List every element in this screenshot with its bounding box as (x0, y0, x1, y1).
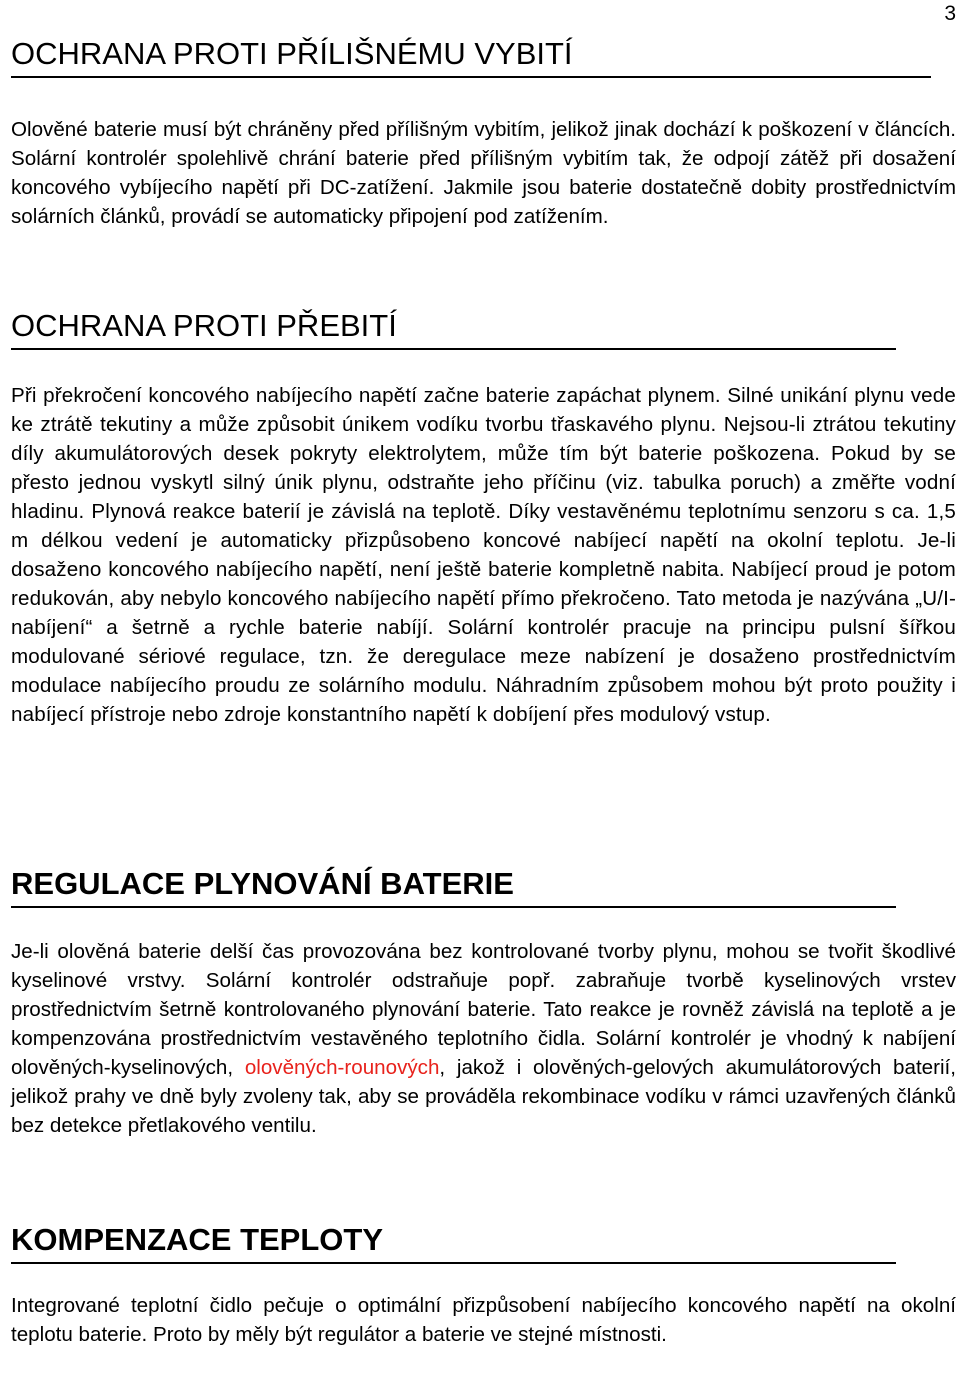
section-heading: KOMPENZACE TEPLOTY (11, 1222, 896, 1264)
page-number: 3 (944, 2, 956, 25)
highlighted-battery-type: olověných-rounových (244, 1056, 440, 1079)
section-paragraph: Olověné baterie musí být chráněny před přílišným vybitím, jelikož jinak dochází k poškození v článcích. Solární kontrolér spolehlivě chrání baterie před přílišným vybitím tak, že odpojí zátěž při dosažení koncového vybíjecího napětí při DC-zatížení. Jakmile jsou baterie dostatečně dobity prostřednictvím solárních článků, provádí se automaticky připojení pod zatížením. (11, 118, 956, 228)
paragraph-text-before: Je-li olověná baterie delší čas provozována bez kontrolované tvorby plynu, mohou se tvořit škodlivé kyselinové vrstvy. Solární kontrolér odstraňuje popř. zabraňuje tvorbě kyselinových vrstev prostřednictvím šetrně kontrolovaného plynování baterie. Tato reakce je rovněž závislá na teplotě a je kompenzována prostřednictvím vestavěného teplotního čidla. Solární kontrolér je vhodný k nabíjení olověných-kyselinových, (11, 940, 956, 1079)
section-battery-gassing-regulation (11, 866, 956, 1140)
section-paragraph: Integrované teplotní čidlo pečuje o optimální přizpůsobení nabíjecího koncového napětí na okolní teplotu baterie. Proto by měly být regulátor a baterie ve stejné místnosti. (11, 1294, 956, 1346)
section-overcharge-protection (11, 308, 956, 729)
section-heading: OCHRANA PROTI PŘEBITÍ (11, 308, 896, 350)
section-deep-discharge-protection (11, 36, 956, 231)
section-heading: REGULACE PLYNOVÁNÍ BATERIE (11, 866, 896, 908)
section-temperature-compensation (11, 1222, 956, 1349)
paragraph-text-after: , jakož i olověných-gelových akumulátorových baterií, jelikož prahy ve dně byly zvoleny tak, aby se prováděla rekombinace vodíku v rámci uzavřených článků bez detekce přetlakového ventilu. (11, 1056, 957, 1137)
section-heading: OCHRANA PROTI PŘÍLIŠNÉMU VYBITÍ (11, 36, 931, 78)
section-paragraph: Při překročení koncového nabíjecího napětí začne baterie zapáchat plynem. Silné unikání plynu vede ke ztrátě tekutiny a může způsobit únikem vodíku tvorbu třaskavého plynu. Nejsou-li ztrátou tekutiny díly akumulátorových desek pokryty elektrolytem, může tím být baterie poškozena. Pokud by se přesto jednou vyskytl silný únik plynu, odstraňte jeho příčinu (viz. tabulka poruch) a změřte vodní hladinu. Plynová reakce baterií je závislá na teplotě. Díky vestavěnému teplotnímu senzoru s ca. 1,5 m délkou vedení je automaticky přizpůsobeno koncové nabíjecí napětí na okolní teplotu. Je-li dosaženo koncového nabíjecího napětí, není ještě baterie kompletně nabita. Nabíjecí proud je potom redukován, aby nebylo koncového nabíjecího napětí přímo překročeno. Tato metoda je nazývána „U/I-nabíjení“ a šetrně a rychle baterie nabíjí. Solární kontrolér pracuje na principu pulsní šířkou modulované sériové regulace, tzn. že deregulace meze nabízení je dosaženo prostřednictvím modulace nabíjecího proudu ze solárního modulu. Náhradním způsobem mohou být proto použity i nabíjecí přístroje nebo zdroje konstantního napětí k dobíjení přes modulový vstup. (11, 384, 956, 726)
section-paragraph (11, 937, 956, 1140)
